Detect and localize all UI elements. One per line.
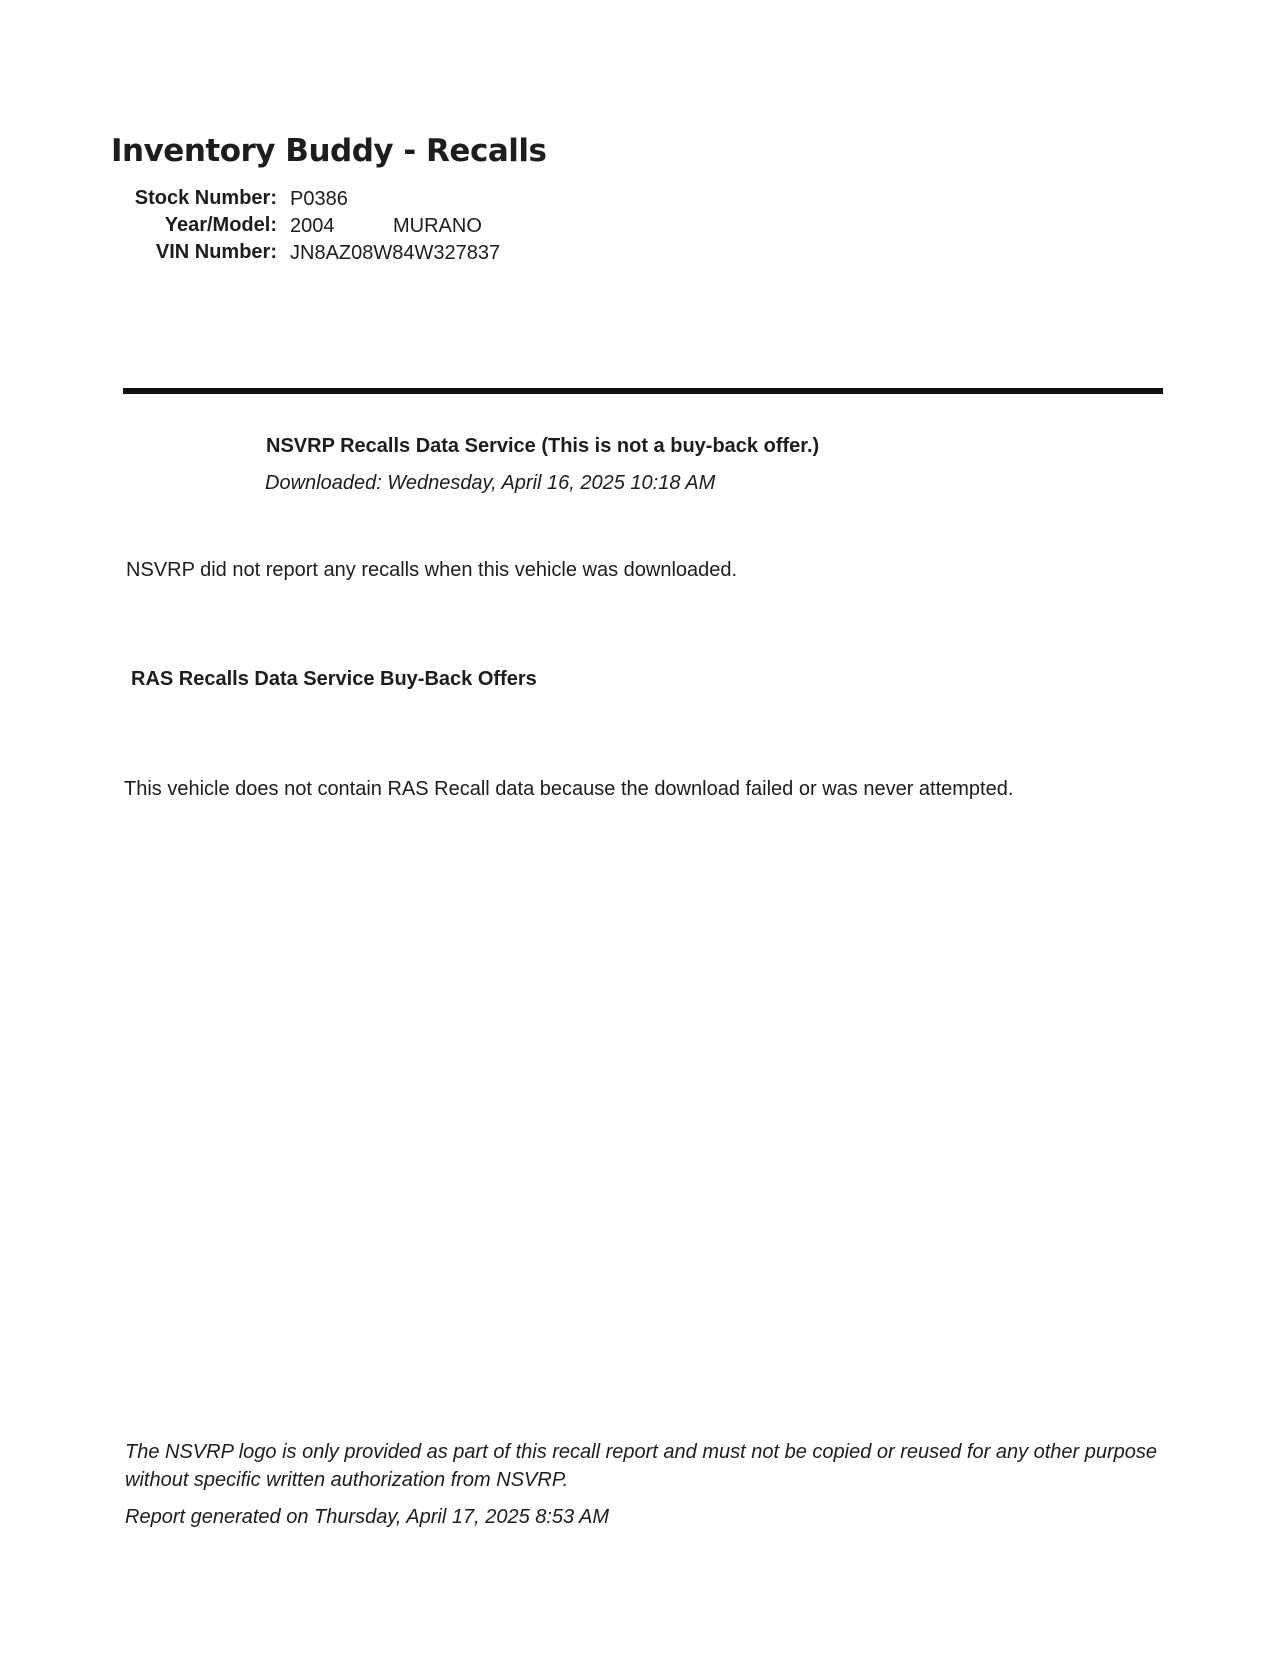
ras-result-text: This vehicle does not contain RAS Recall data because the download failed or was never attempted. — [124, 778, 1014, 800]
year-model-label: Year/Model: — [164, 214, 277, 236]
divider-rule — [123, 388, 1163, 394]
page-title: Inventory Buddy - Recalls — [111, 133, 547, 169]
report-generated-timestamp: Report generated on Thursday, April 17, 2025 8:53 AM — [125, 1506, 609, 1528]
footer-disclaimer-text: The NSVRP logo is only provided as part of this recall report and must not be copied or reused for any other purpose without specific written authorization from NSVRP. — [125, 1441, 1158, 1491]
vin-number-label: VIN Number: — [155, 241, 277, 263]
nsvrp-section-heading: NSVRP Recalls Data Service (This is not a buy-back offer.) — [266, 435, 820, 457]
stock-number-label: Stock Number: — [134, 187, 277, 209]
vin-number-value: JN8AZ08W84W327837 — [290, 242, 501, 264]
model-value: MURANO — [393, 215, 482, 237]
vehicle-field-row-vin — [0, 239, 700, 266]
year-value: 2004 — [290, 215, 335, 237]
vehicle-info-block — [0, 185, 700, 266]
stock-number-value: P0386 — [290, 188, 348, 210]
nsvrp-downloaded-timestamp: Downloaded: Wednesday, April 16, 2025 10:18 AM — [265, 472, 716, 494]
vehicle-field-row-stock — [0, 185, 700, 212]
ras-section-heading: RAS Recalls Data Service Buy-Back Offers — [131, 668, 537, 690]
nsvrp-result-text: NSVRP did not report any recalls when this vehicle was downloaded. — [126, 559, 738, 581]
vehicle-field-row-year-model — [0, 212, 700, 239]
